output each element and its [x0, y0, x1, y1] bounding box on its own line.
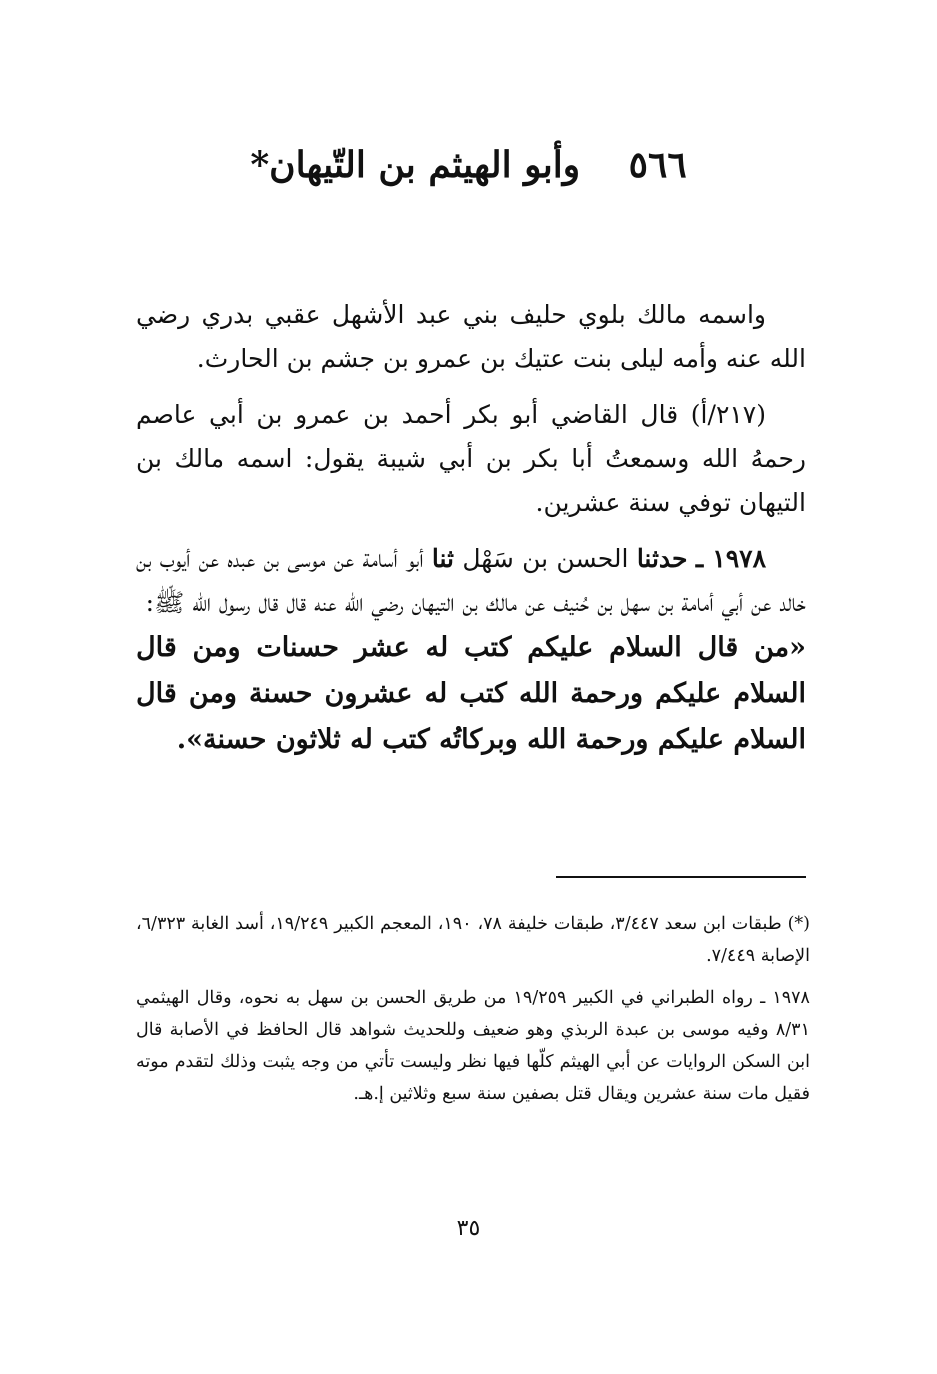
footnote-1978	[136, 982, 810, 1110]
footnote-separator	[556, 876, 806, 878]
intro-paragraph: واسمه مالك بلوي حليف بني عبد الأشهل عقبي بدري رضي الله عنه وأمه ليلى بنت عتيك بن عمرو بن جشم بن الحارث.	[136, 300, 806, 373]
chain-part-2: أبو أسامة عن موسى بن عبده عن أيوب بن خالد عن أبي أمامة بن سهل بن حُنيف عن مالك بن التيهان رضي الله عنه قال قال رسول الله ﷺ:	[136, 544, 806, 617]
thana-word: ثنا	[431, 544, 455, 573]
footnote-star	[136, 908, 810, 972]
entry-title: وأبو الهيثم بن التّيهان*	[250, 144, 581, 186]
footnotes	[136, 908, 810, 1110]
entry-number: ٥٦٦	[628, 144, 687, 186]
page-number: ٣٥	[456, 1216, 481, 1241]
footnote-star-text: طبقات ابن سعد ٣/٤٤٧، طبقات خليفة ٧٨، ١٩٠، المعجم الكبير ١٩/٢٤٩، أسد الغابة ٦/٣٢٣، الإصابة ٧/٤٤٩.	[136, 914, 810, 966]
chain-part-1: الحسن بن سَهْل	[462, 544, 629, 573]
hadith-number: ١٩٧٨ ـ	[695, 544, 766, 573]
hadith-text: «من قال السلام عليكم كتب له عشر حسنات ومن قال السلام عليكم ورحمة الله كتب له عشرون حسنة ومن قال السلام عليكم ورحمة الله وبركاتُه كتب له ثلاثون حسنة».	[136, 632, 806, 755]
haddathana-word: حدثنا	[636, 544, 688, 573]
narration-paragraph: (٢١٧/أ) قال القاضي أبو بكر أحمد بن عمرو بن أبي عاصم رحمهُ الله وسمعتُ أبا بكر بن أبي شيبة يقول: اسمه مالك بن التيهان توفي سنة عشرين.	[136, 400, 806, 517]
entry-heading	[0, 140, 937, 190]
footnote-1978-text: رواه الطبراني في الكبير ١٩/٢٥٩ من طريق الحسن بن سهل به نحوه، وقال الهيثمي ٨/٣١ وفيه موسى بن عبدة الربذي وهو ضعيف وللحديث شواهد قال الحافظ في الأصابة قال ابن السكن الروايات عن أبي الهيثم كلّها فيها نظر وليست تأتي من وجه يثبت وذلك لتقدم موته فقيل مات سنة عشرين ويقال قتل بصفين سنة سبع وثلاثين إ.هـ.	[136, 988, 810, 1104]
hadith-chain-paragraph	[136, 537, 806, 625]
footnote-1978-marker: ١٩٧٨ ـ	[760, 988, 810, 1008]
footnote-star-marker: (*)	[787, 914, 810, 934]
main-text	[136, 293, 806, 763]
